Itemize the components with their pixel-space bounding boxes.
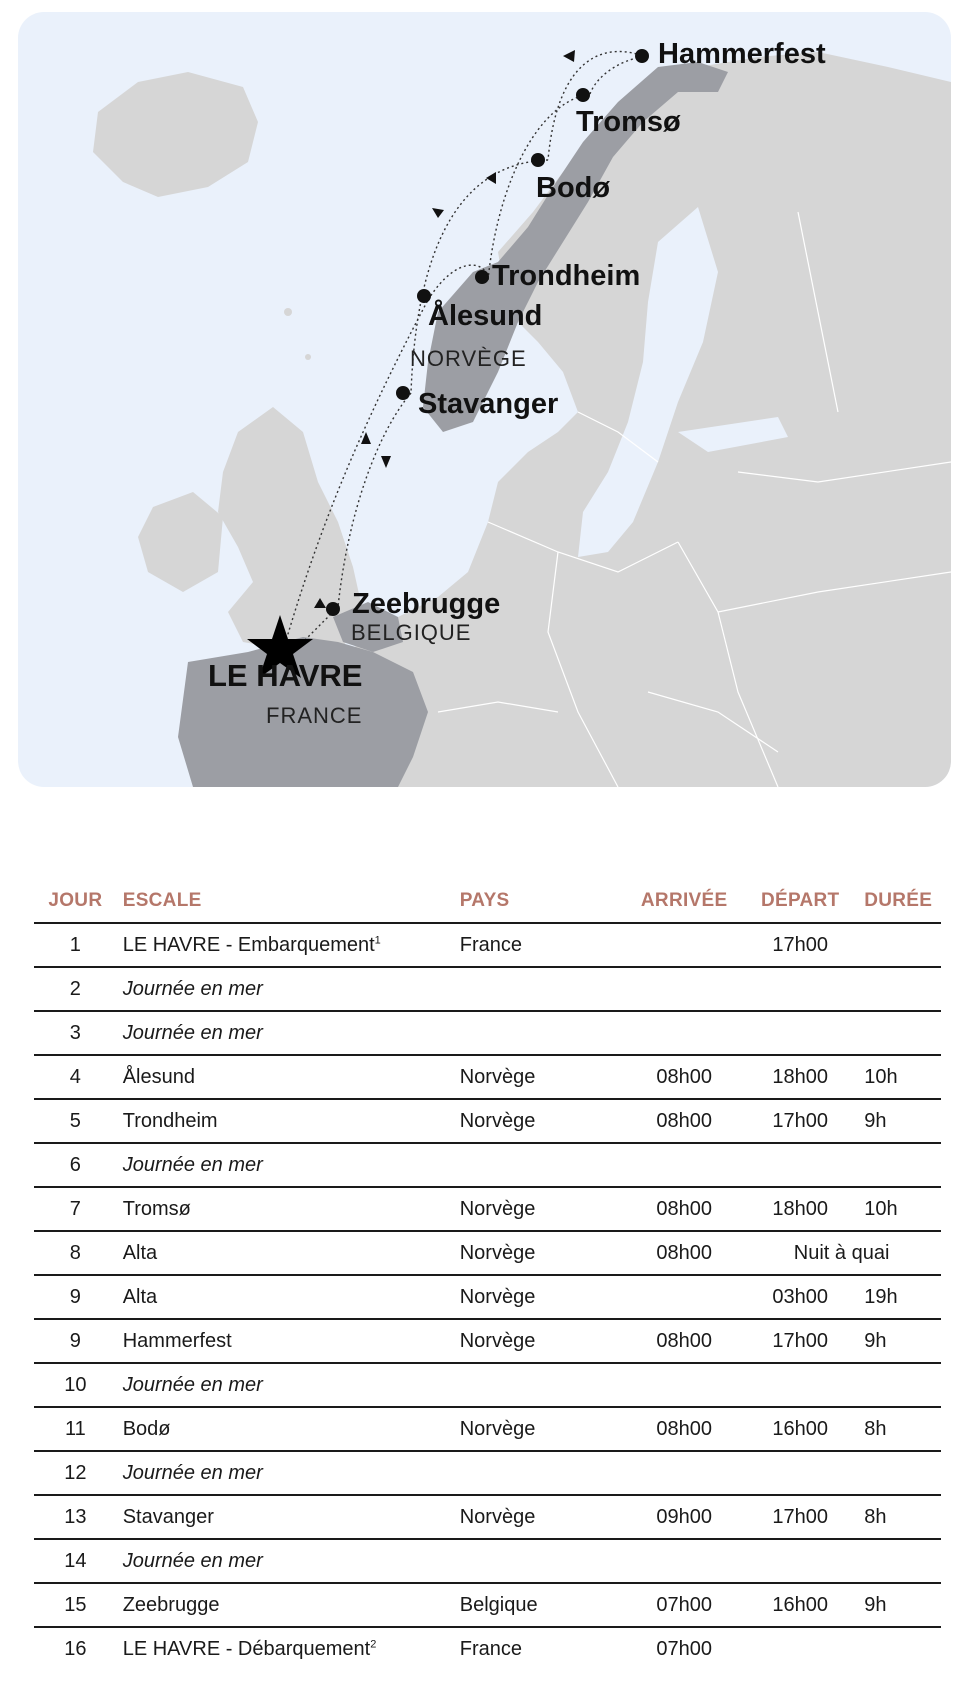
- cell-pays: France: [460, 923, 626, 967]
- cell-escale: Ålesund: [117, 1055, 460, 1099]
- cell-depart: 17h00: [742, 1319, 858, 1363]
- cell-depart: 17h00: [742, 923, 858, 967]
- cell-arrivee: 08h00: [626, 1407, 742, 1451]
- cell-depart: 18h00: [742, 1187, 858, 1231]
- cell-depart: [742, 1627, 858, 1670]
- table-row: [34, 1495, 941, 1539]
- cell-pays: France: [459, 1637, 522, 1660]
- cell-escale: Journée en mer: [117, 1363, 460, 1407]
- port-label-bodo: Bodø: [536, 172, 611, 204]
- cell-duree: 8h: [858, 1407, 941, 1451]
- cell-pays: Belgique: [460, 1583, 626, 1627]
- footnote-marker: 1: [374, 933, 381, 946]
- cell-escale: Alta: [117, 1275, 460, 1319]
- cell-jour: 13: [34, 1495, 117, 1539]
- cell-duree: 19h: [858, 1275, 941, 1319]
- port-label-alesund: Ålesund: [428, 300, 543, 332]
- table-row: [34, 1583, 941, 1627]
- cell-escale: Stavanger: [117, 1495, 460, 1539]
- header-jour: JOUR: [34, 878, 117, 923]
- port-label-tromso: Tromsø: [576, 106, 681, 138]
- cell-escale: Journée en mer: [117, 1539, 460, 1583]
- cell-depart: 16h00: [742, 1583, 858, 1627]
- table-row: [34, 1143, 941, 1187]
- cell-escale: Alta: [117, 1231, 460, 1275]
- cell-duree: 9h: [858, 1319, 941, 1363]
- table-row: [34, 1539, 941, 1583]
- table-row: [34, 1627, 941, 1670]
- cell-escale: LE HAVRE - Débarquement$^2$: [122, 1637, 377, 1660]
- table-row: [34, 923, 941, 967]
- cell-jour: 2: [34, 967, 117, 1011]
- cell-jour: 16: [64, 1637, 87, 1660]
- cell-pays: Norvège: [460, 1407, 626, 1451]
- table-row: [34, 1451, 941, 1495]
- cell-nuit-a-quai: Nuit à quai: [742, 1231, 941, 1275]
- table-row: [34, 1319, 941, 1363]
- country-label-belgium: BELGIQUE: [351, 620, 472, 645]
- cell-jour: 10: [34, 1363, 117, 1407]
- header-depart: DÉPART: [742, 878, 858, 923]
- port-label-stavanger: Stavanger: [418, 388, 559, 420]
- ireland-shape: [138, 492, 223, 592]
- table-row: [34, 1099, 941, 1143]
- table-row: [34, 1055, 941, 1099]
- island-shape: [305, 354, 311, 360]
- cell-arrivee: 07h00: [626, 1583, 742, 1627]
- cell-duree: 9h: [858, 1099, 941, 1143]
- cell-arrivee: 08h00: [626, 1055, 742, 1099]
- cell-pays: Norvège: [460, 1231, 626, 1275]
- cell-escale: Journée en mer: [117, 1143, 460, 1187]
- table-row: [34, 967, 941, 1011]
- header-pays: PAYS: [460, 878, 626, 923]
- country-label-norway: NORVÈGE: [410, 346, 527, 371]
- cell-escale: LE HAVRE - Embarquement$^1$: [117, 923, 460, 967]
- cell-depart: 17h00: [742, 1099, 858, 1143]
- cell-jour: 5: [34, 1099, 117, 1143]
- cell-duree: [858, 923, 941, 967]
- cell-jour: 3: [34, 1011, 117, 1055]
- cell-duree: [858, 1627, 941, 1670]
- cell-escale: Zeebrugge: [117, 1583, 460, 1627]
- cell-jour: 9: [34, 1275, 117, 1319]
- cell-escale: Tromsø: [117, 1187, 460, 1231]
- cell-arrivee: 09h00: [626, 1495, 742, 1539]
- table-row: [34, 1231, 941, 1275]
- table-row: [34, 1407, 941, 1451]
- iceland-shape: [93, 72, 258, 197]
- itinerary-table: [34, 878, 941, 1670]
- cell-jour: 8: [34, 1231, 117, 1275]
- cell-arrivee: [626, 923, 742, 967]
- header-arrivee: ARRIVÉE: [626, 878, 742, 923]
- island-shape: [284, 308, 292, 316]
- header-duree: DURÉE: [858, 878, 941, 923]
- cell-pays: Norvège: [460, 1187, 626, 1231]
- itinerary-map: [18, 12, 951, 787]
- cell-jour: 9: [34, 1319, 117, 1363]
- cell-escale: Trondheim: [117, 1099, 460, 1143]
- cell-arrivee: [626, 1275, 742, 1319]
- table-row: [34, 1363, 941, 1407]
- cell-jour: 14: [34, 1539, 117, 1583]
- cell-pays: Norvège: [460, 1319, 626, 1363]
- cell-escale: Bodø: [117, 1407, 460, 1451]
- table-row: [34, 1187, 941, 1231]
- header-escale: ESCALE: [117, 878, 460, 923]
- cell-duree: 10h: [858, 1055, 941, 1099]
- cell-depart: 17h00: [742, 1495, 858, 1539]
- cell-escale: Hammerfest: [117, 1319, 460, 1363]
- cell-arrivee: 08h00: [626, 1231, 742, 1275]
- cell-pays: Norvège: [460, 1495, 626, 1539]
- port-label-le-havre: LE HAVRE: [208, 658, 363, 693]
- cell-pays: Norvège: [460, 1099, 626, 1143]
- cell-jour: 4: [34, 1055, 117, 1099]
- cell-jour: 11: [34, 1407, 117, 1451]
- port-label-hammerfest: Hammerfest: [658, 38, 826, 70]
- cell-duree: 9h: [858, 1583, 941, 1627]
- cell-jour: 1: [34, 923, 117, 967]
- cell-depart: 03h00: [742, 1275, 858, 1319]
- cell-duree: 8h: [858, 1495, 941, 1539]
- cell-arrivee: 08h00: [626, 1319, 742, 1363]
- cell-escale: Journée en mer: [117, 1451, 460, 1495]
- table-row: [34, 1011, 941, 1055]
- cell-jour: 7: [34, 1187, 117, 1231]
- cell-escale: Journée en mer: [117, 967, 460, 1011]
- cell-duree: 10h: [858, 1187, 941, 1231]
- table-row: [34, 1275, 941, 1319]
- cell-pays: Norvège: [460, 1275, 626, 1319]
- table-header-row: [34, 878, 941, 923]
- footnote-marker: 2: [370, 1637, 377, 1650]
- cell-pays: Norvège: [460, 1055, 626, 1099]
- cell-arrivee: 08h00: [626, 1187, 742, 1231]
- cell-escale: Journée en mer: [117, 1011, 460, 1055]
- port-label-zeebrugge: Zeebrugge: [352, 588, 501, 620]
- cell-depart: 18h00: [742, 1055, 858, 1099]
- port-label-trondheim: Trondheim: [492, 260, 641, 292]
- cell-jour: 12: [34, 1451, 117, 1495]
- cell-jour: 15: [34, 1583, 117, 1627]
- cell-jour: 6: [34, 1143, 117, 1187]
- cell-arrivee: 07h00: [656, 1637, 712, 1660]
- cell-arrivee: 08h00: [626, 1099, 742, 1143]
- cell-depart: 16h00: [742, 1407, 858, 1451]
- country-label-france: FRANCE: [266, 703, 363, 728]
